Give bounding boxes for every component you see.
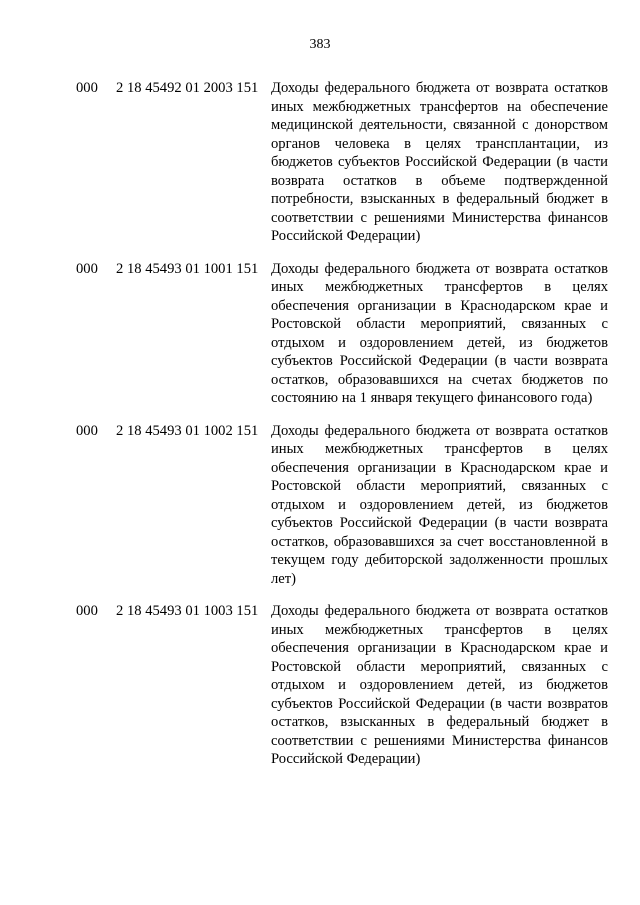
budget-code-entry (0, 79, 640, 246)
administrator-code: 000 (76, 422, 98, 439)
budget-code-entry (0, 602, 640, 769)
administrator-code: 000 (76, 603, 98, 619)
income-description: Доходы федерального бюджета от возврата остатков иных межбюджетных трансфертов в целях обеспечения организации в Краснодарском крае и Ростовской области мероприятий, связанных с отдыхом и оздоровлением детей, из бюджетов субъектов Российской Федерации (в части возврата остатков, образовавшихся на счетах бюджетов по состоянию на 1 января текущего финансового года) (271, 260, 608, 406)
income-description: Доходы федерального бюджета от возврата остатков иных межбюджетных трансфертов на обеспечение медицинской деятельности, связанной с донорством органов человека в целях трансплантации, из бюджетов субъектов Российской Федерации (в части возврата остатков в объеме подтвержденной потребности, взысканных в федеральный бюджет в соответствии с решениями Министерства финансов Российской Федерации) (271, 80, 608, 244)
administrator-code: 000 (76, 80, 98, 96)
budget-classification-code: 2 18 45493 01 1001 151 (116, 260, 259, 277)
budget-classification-code: 2 18 45493 01 1003 151 (116, 603, 259, 619)
page-number: 383 (309, 37, 331, 52)
income-description: Доходы федерального бюджета от возврата остатков иных межбюджетных трансфертов в целях обеспечения организации в Краснодарском крае и Ростовской области мероприятий, связанных с отдыхом и оздоровлением детей, из бюджетов субъектов Российской Федерации (в части возвратов остатков, взысканных в федеральный бюджет в соответствии с решениями Министерства финансов Российской Федерации) (271, 603, 608, 767)
budget-code-entry (0, 422, 640, 589)
budget-classification-code: 2 18 45493 01 1002 151 (116, 422, 259, 439)
budget-code-list (0, 79, 640, 783)
budget-code-entry (0, 260, 640, 408)
income-description: Доходы федерального бюджета от возврата остатков иных межбюджетных трансфертов в целях обеспечения организации в Краснодарском крае и Ростовской области мероприятий, связанных с отдыхом и оздоровлением детей, из бюджетов субъектов Российской Федерации (в части возврата остатков, образовавшихся за счет восстановленной в текущем году дебиторской задолженности прошлых лет) (271, 422, 608, 587)
administrator-code: 000 (76, 260, 98, 277)
budget-classification-code: 2 18 45492 01 2003 151 (116, 80, 259, 96)
